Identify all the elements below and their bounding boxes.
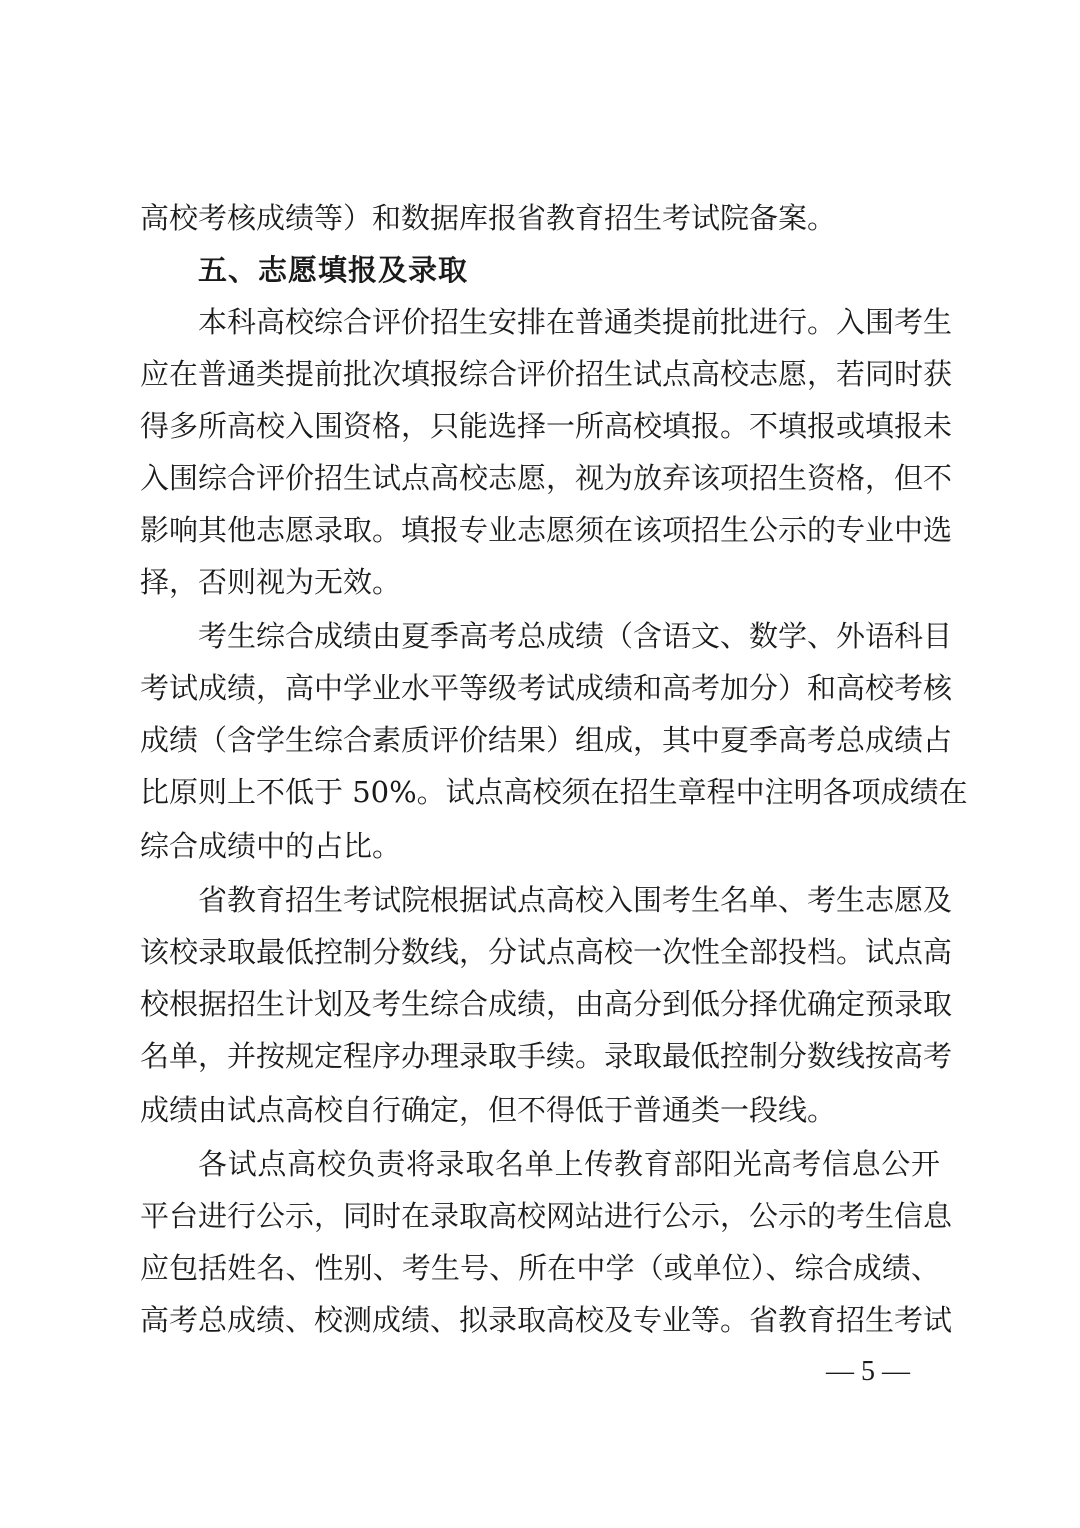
text-line: 入围综合评价招生试点高校志愿，视为放弃该项招生资格，但不 — [140, 461, 953, 495]
text-line: 考试成绩，高中学业水平等级考试成绩和高考加分）和高校考核 — [140, 671, 953, 705]
text-line: 校根据招生计划及考生综合成绩，由高分到低分择优确定预录取 — [140, 987, 953, 1021]
text-line: 该校录取最低控制分数线，分试点高校一次性全部投档。试点高 — [140, 935, 953, 969]
text-line: 高校考核成绩等）和数据库报省教育招生考试院备案。 — [140, 201, 837, 235]
text-line: 高考总成绩、校测成绩、拟录取高校及专业等。省教育招生考试 — [140, 1303, 953, 1337]
text-line: 本科高校综合评价招生安排在普通类提前批进行。入围考生 — [198, 305, 953, 339]
text-line: 成绩由试点高校自行确定，但不得低于普通类一段线。 — [140, 1093, 837, 1127]
page-number: — 5 — — [826, 1356, 910, 1387]
text-line: 比原则上不低于 50%。试点高校须在招生章程中注明各项成绩在 — [140, 775, 968, 809]
text-line: 应在普通类提前批次填报综合评价招生试点高校志愿，若同时获 — [140, 357, 953, 391]
text-line: 应包括姓名、性别、考生号、所在中学（或单位）、综合成绩、 — [140, 1251, 940, 1285]
text-line: 各试点高校负责将录取名单上传教育部阳光高考信息公开 — [198, 1147, 940, 1181]
text-line: 名单，并按规定程序办理录取手续。录取最低控制分数线按高考 — [140, 1039, 953, 1073]
text-line: 省教育招生考试院根据试点高校入围考生名单、考生志愿及 — [198, 883, 953, 917]
text-line: 平台进行公示，同时在录取高校网站进行公示，公示的考生信息 — [140, 1199, 953, 1233]
text-line: 综合成绩中的占比。 — [140, 829, 402, 863]
text-line: 成绩（含学生综合素质评价结果）组成，其中夏季高考总成绩占 — [140, 723, 953, 757]
text-line: 得多所高校入围资格，只能选择一所高校填报。不填报或填报未 — [140, 409, 953, 443]
text-line: 考生综合成绩由夏季高考总成绩（含语文、数学、外语科目 — [198, 619, 953, 653]
section-heading: 五、志愿填报及录取 — [198, 253, 469, 287]
text-line: 影响其他志愿录取。填报专业志愿须在该项招生公示的专业中选 — [140, 513, 953, 547]
text-line: 择，否则视为无效。 — [140, 565, 402, 599]
